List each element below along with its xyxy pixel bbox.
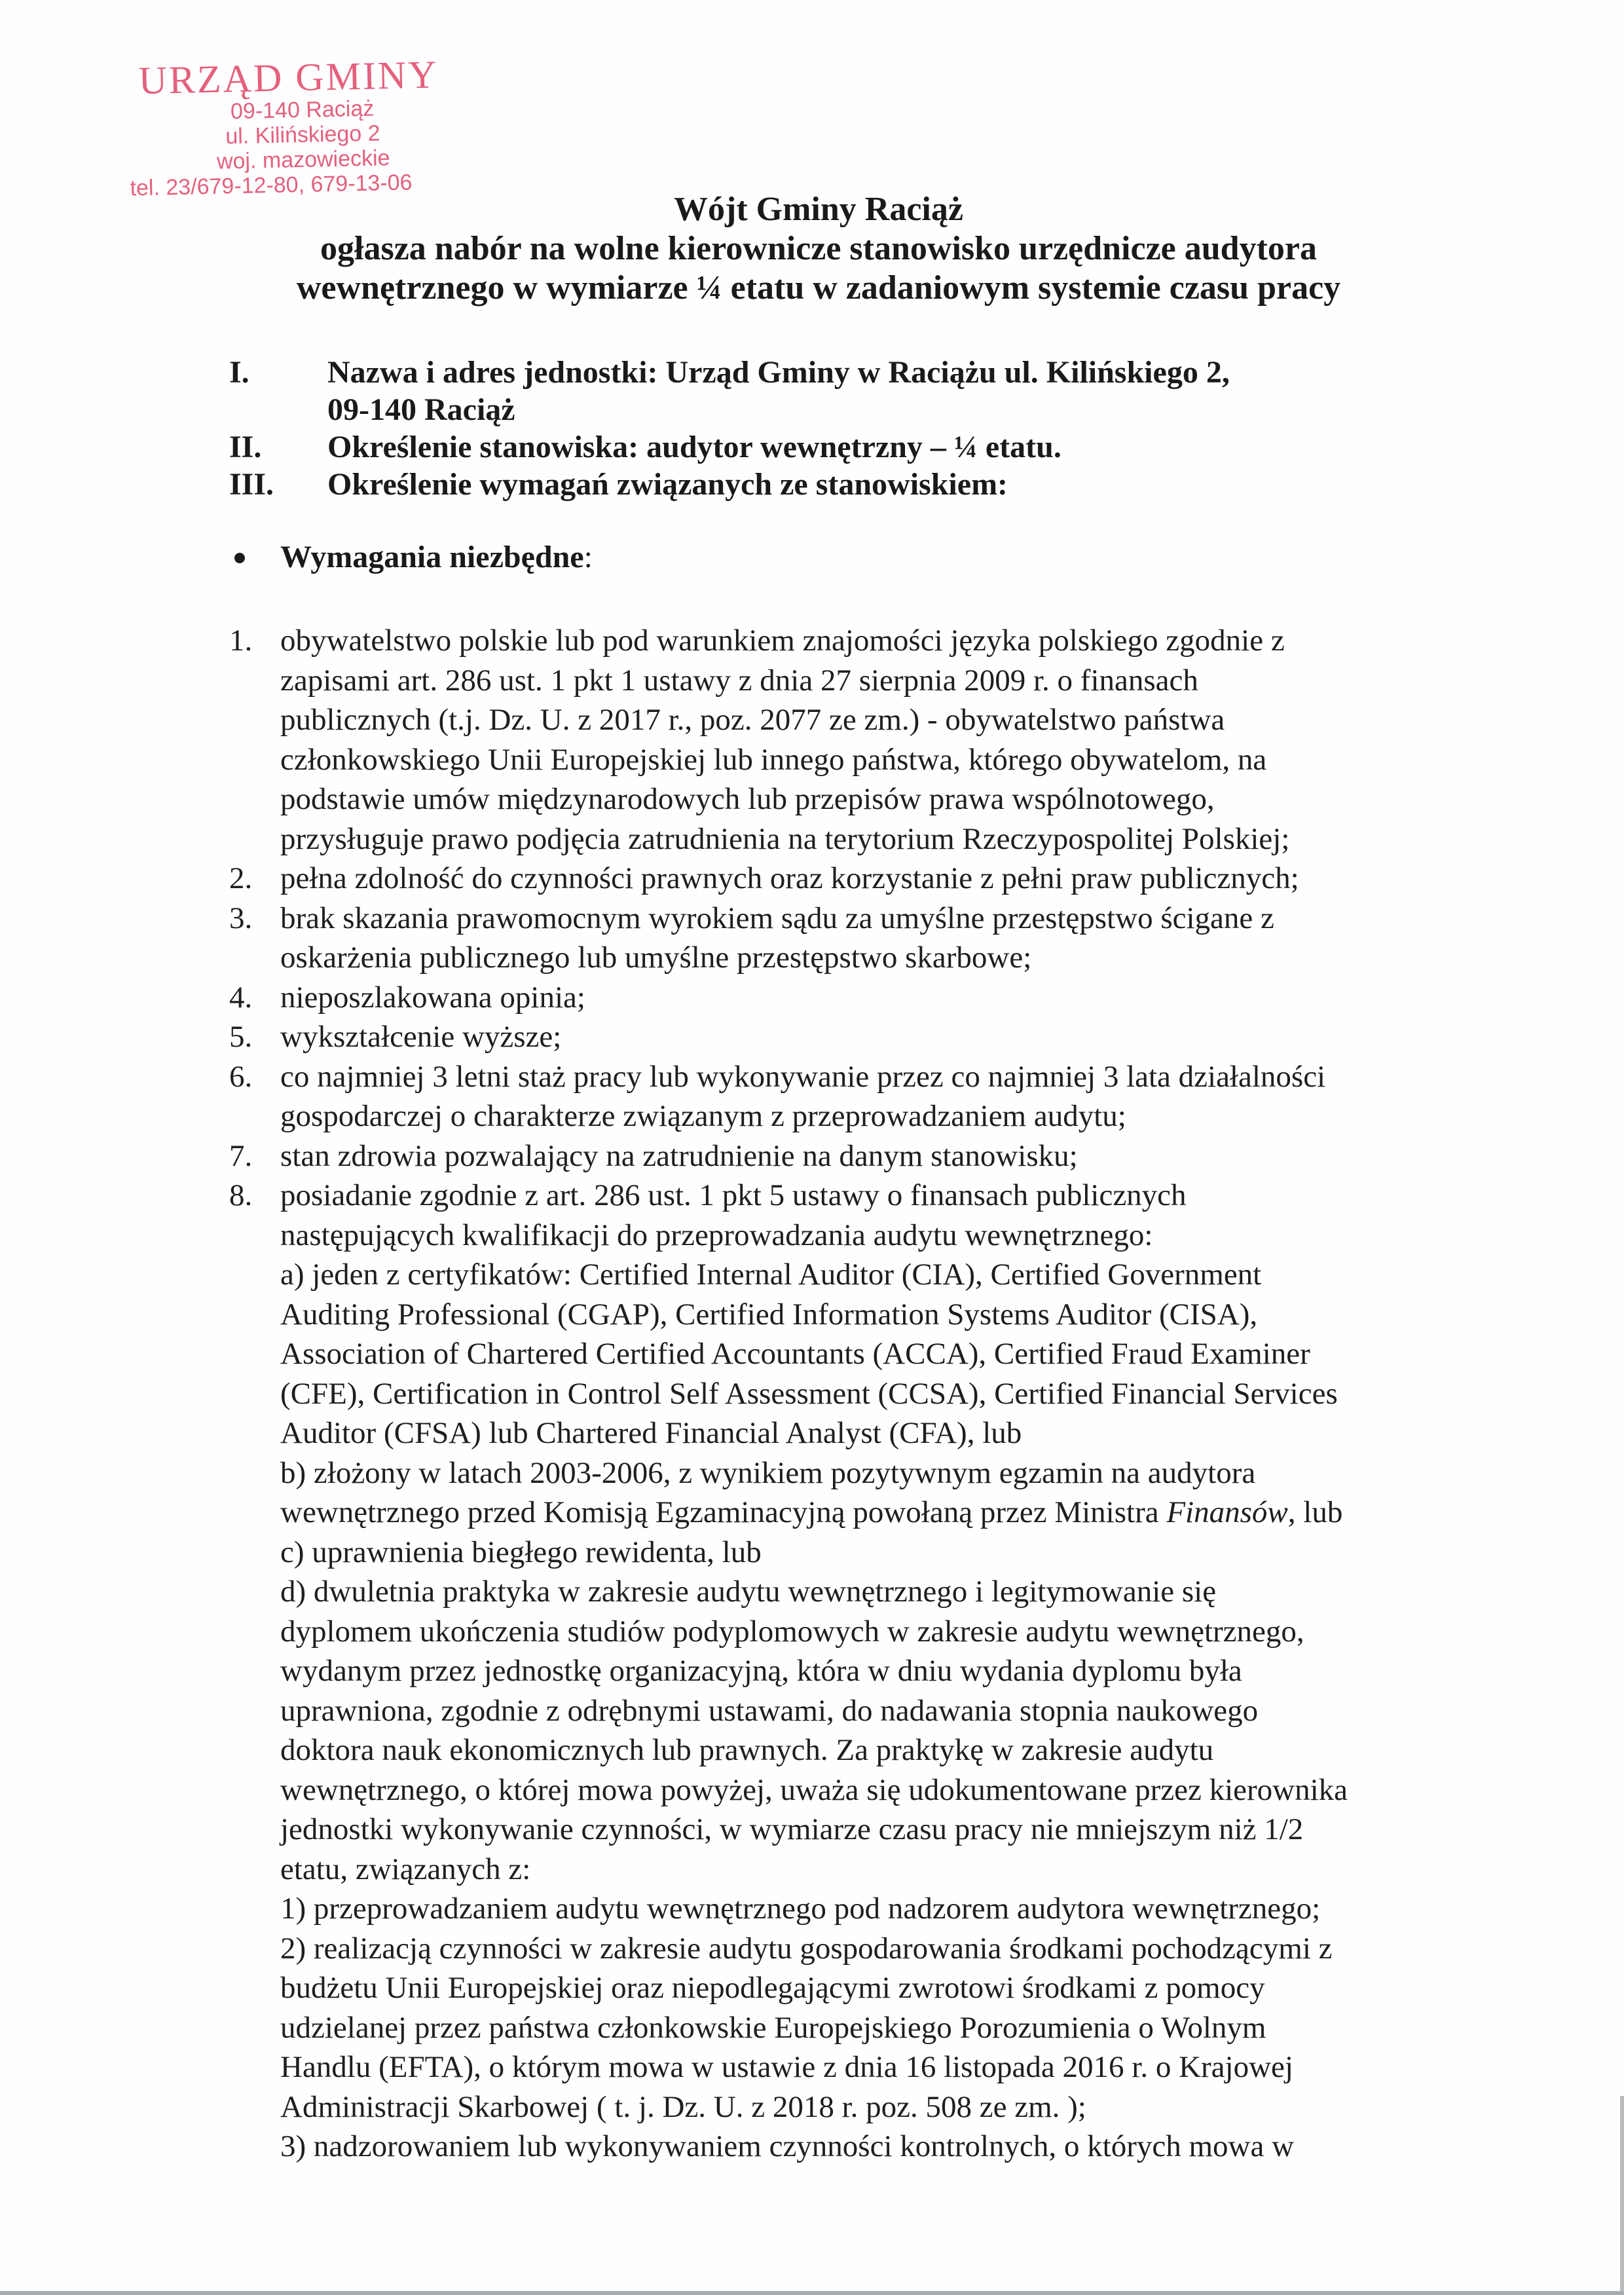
qualification-d-line: wewnętrznego, o której mowa powyżej, uważa się udokumentowane przez kierownika [280, 1772, 1348, 1807]
item-number: 8. [229, 1178, 253, 1212]
qualification-d-line: uprawniona, zgodnie z odrębnymi ustawami, do nadawania stopnia naukowego [280, 1693, 1259, 1728]
requirements-heading-colon: : [583, 540, 593, 574]
requirements-heading-text [280, 538, 593, 576]
stamp-phone-line: tel. 23/679-12-80, 679-13-06 [130, 170, 413, 201]
practice-subitem-3: 3) nadzorowaniem lub wykonywaniem czynności kontrolnych, o których mowa w [280, 2129, 1295, 2163]
item-line: wykształcenie wyższe; [280, 1020, 562, 1054]
requirements-list [229, 621, 1441, 2167]
item-line: obywatelstwo polskie lub pod warunkiem znajomości języka polskiego zgodnie z [280, 624, 1285, 658]
item-line: zapisami art. 286 ust. 1 pkt 1 ustawy z dnia 27 sierpnia 2009 r. o finansach [280, 663, 1198, 698]
item-line: pełna zdolność do czynności prawnych oraz korzystanie z pełni praw publicznych; [280, 861, 1299, 895]
qualification-d-line: wydanym przez jednostkę organizacyjną, która w dniu wydania dyplomu była [280, 1654, 1242, 1688]
item-line: publicznych (t.j. Dz. U. z 2017 r., poz. 2077 ze zm.) - obywatelstwo państwa [280, 703, 1225, 737]
subtitle-line-1: ogłasza nabór na wolne kierownicze stanowisko urzędnicze audytora [320, 230, 1317, 267]
practice-subitem-1: 1) przeprowadzaniem audytu wewnętrznego pod nadzorem audytora wewnętrznego; [280, 1892, 1321, 1926]
qualification-a-line: Association of Chartered Certified Accountants (ACCA), Certified Fraud Examiner [280, 1337, 1310, 1371]
item-number: 7. [229, 1138, 253, 1173]
item-line: nieposzlakowana opinia; [280, 980, 585, 1015]
item-line: oskarżenia publicznego lub umyślne przestępstwo skarbowe; [280, 941, 1032, 975]
qualification-a-line: (CFE), Certification in Control Self Assessment (CCSA), Certified Financial Services [280, 1376, 1338, 1411]
section-text: Określenie stanowiska: audytor wewnętrzny – ¼ etatu. [327, 430, 1061, 464]
item-number: 2. [229, 861, 253, 895]
item-line: następujących kwalifikacji do przeprowadzania audytu wewnętrznego: [280, 1218, 1153, 1252]
list-item [229, 1017, 1441, 1057]
practice-subitem-2: Handlu (EFTA), o którym mowa w ustawie z dnia 16 listopada 2016 r. o Krajowej [280, 2050, 1293, 2084]
item-line: podstawie umów międzynarodowych lub przepisów prawa wspólnotowego, [280, 782, 1215, 816]
list-item [229, 1136, 1441, 1176]
item-number: 4. [229, 980, 253, 1015]
issuer-heading: Wójt Gminy Raciąż [674, 191, 963, 228]
bullet-icon [234, 553, 245, 563]
item-line: gospodarczej o charakterze związanym z przeprowadzaniem audytu; [280, 1099, 1126, 1133]
qualification-d-line: dyplomem ukończenia studiów podyplomowych w zakresie audytu wewnętrznego, [280, 1614, 1304, 1649]
office-stamp [130, 52, 461, 201]
text-run: , lub [1287, 1495, 1343, 1529]
item-line: posiadanie zgodnie z art. 286 ust. 1 pkt 5 ustawy o finansach publicznych [280, 1178, 1187, 1212]
list-item [229, 899, 1441, 978]
subtitle-line-2: wewnętrznego w wymiarze ¼ etatu w zadaniowym systemie czasu pracy [296, 269, 1341, 307]
qualification-a-line: Auditing Professional (CGAP), Certified Information Systems Auditor (CISA), [280, 1297, 1258, 1332]
stamp-postal-line: 09-140 Raciąż [230, 96, 375, 124]
item-line: przysługuje prawo podjęcia zatrudnienia na terytorium Rzeczypospolitej Polskiej; [280, 821, 1290, 856]
section-text: Nazwa i adres jednostki: Urząd Gminy w Raciążu ul. Kilińskiego 2, [327, 355, 1230, 390]
list-item [229, 978, 1441, 1018]
item-number: 5. [229, 1020, 253, 1054]
qualification-a-line: Auditor (CFSA) lub Chartered Financial Analyst (CFA), lub [280, 1416, 1022, 1450]
qualification-b-line [280, 1493, 1441, 1533]
list-item [229, 1057, 1441, 1136]
stamp-street-line: ul. Kilińskiego 2 [225, 121, 380, 149]
section-text: Określenie wymagań związanych ze stanowiskiem: [327, 467, 1008, 502]
scan-edge [0, 2291, 1624, 2295]
item-number: 3. [229, 901, 253, 935]
text-run: wewnętrznego przed Komisją Egzaminacyjną powołaną przez Ministra [280, 1495, 1167, 1529]
practice-subitem-2: 2) realizacją czynności w zakresie audytu gospodarowania środkami pochodzącymi z [280, 1931, 1333, 1966]
qualification-d-line: d) dwuletnia praktyka w zakresie audytu wewnętrznego i legitymowanie się [280, 1575, 1217, 1609]
scan-edge [1620, 2096, 1624, 2295]
section-number: II. [229, 430, 262, 464]
qualification-a-line: a) jeden z certyfikatów: Certified Internal Auditor (CIA), Certified Government [280, 1258, 1262, 1292]
stamp-region-line: woj. mazowieckie [216, 145, 390, 174]
item-line: brak skazania prawomocnym wyrokiem sądu za umyślne przestępstwo ścigane z [280, 901, 1274, 935]
qualification-d-line: doktora nauk ekonomicznych lub prawnych. Za praktykę w zakresie audytu [280, 1733, 1214, 1767]
qualification-d-line: jednostki wykonywanie czynności, w wymiarze czasu pracy nie mniejszym niż 1/2 [280, 1812, 1304, 1846]
list-item [229, 1176, 1441, 2167]
section-number: I. [229, 355, 249, 390]
italic-text-run: Finansów [1166, 1495, 1288, 1529]
item-line: stan zdrowia pozwalający na zatrudnienie na danym stanowisku; [280, 1138, 1078, 1173]
practice-subitem-2: Administracji Skarbowej ( t. j. Dz. U. z 2018 r. poz. 508 ze zm. ); [280, 2089, 1086, 2124]
item-line: członkowskiego Unii Europejskiej lub innego państwa, którego obywatelom, na [280, 742, 1267, 777]
qualification-b-line: b) złożony w latach 2003-2006, z wynikiem pozytywnym egzamin na audytora [280, 1455, 1256, 1490]
practice-subitem-2: udzielanej przez państwa członkowskie Europejskiego Porozumienia o Wolnym [280, 2010, 1266, 2045]
section-text: 09-140 Raciąż [327, 392, 515, 427]
practice-subitem-2: budżetu Unii Europejskiej oraz niepodlegającymi zwrotowi środkami z pomocy [280, 1971, 1265, 2005]
item-line: co najmniej 3 letni staż pracy lub wykonywanie przez co najmniej 3 lata działalności [280, 1059, 1326, 1094]
list-item [229, 859, 1441, 899]
item-number: 1. [229, 624, 253, 658]
announcement-title [196, 190, 1441, 308]
section-number: III. [229, 467, 274, 502]
qualification-d-line: etatu, związanych z: [280, 1852, 531, 1886]
requirements-heading-label: Wymagania niezbędne [280, 540, 584, 574]
list-item [229, 621, 1441, 859]
item-number: 6. [229, 1059, 253, 1094]
qualification-c-line: c) uprawnienia biegłego rewidenta, lub [280, 1535, 762, 1569]
stamp-title: URZĄD GMINY [138, 52, 439, 103]
